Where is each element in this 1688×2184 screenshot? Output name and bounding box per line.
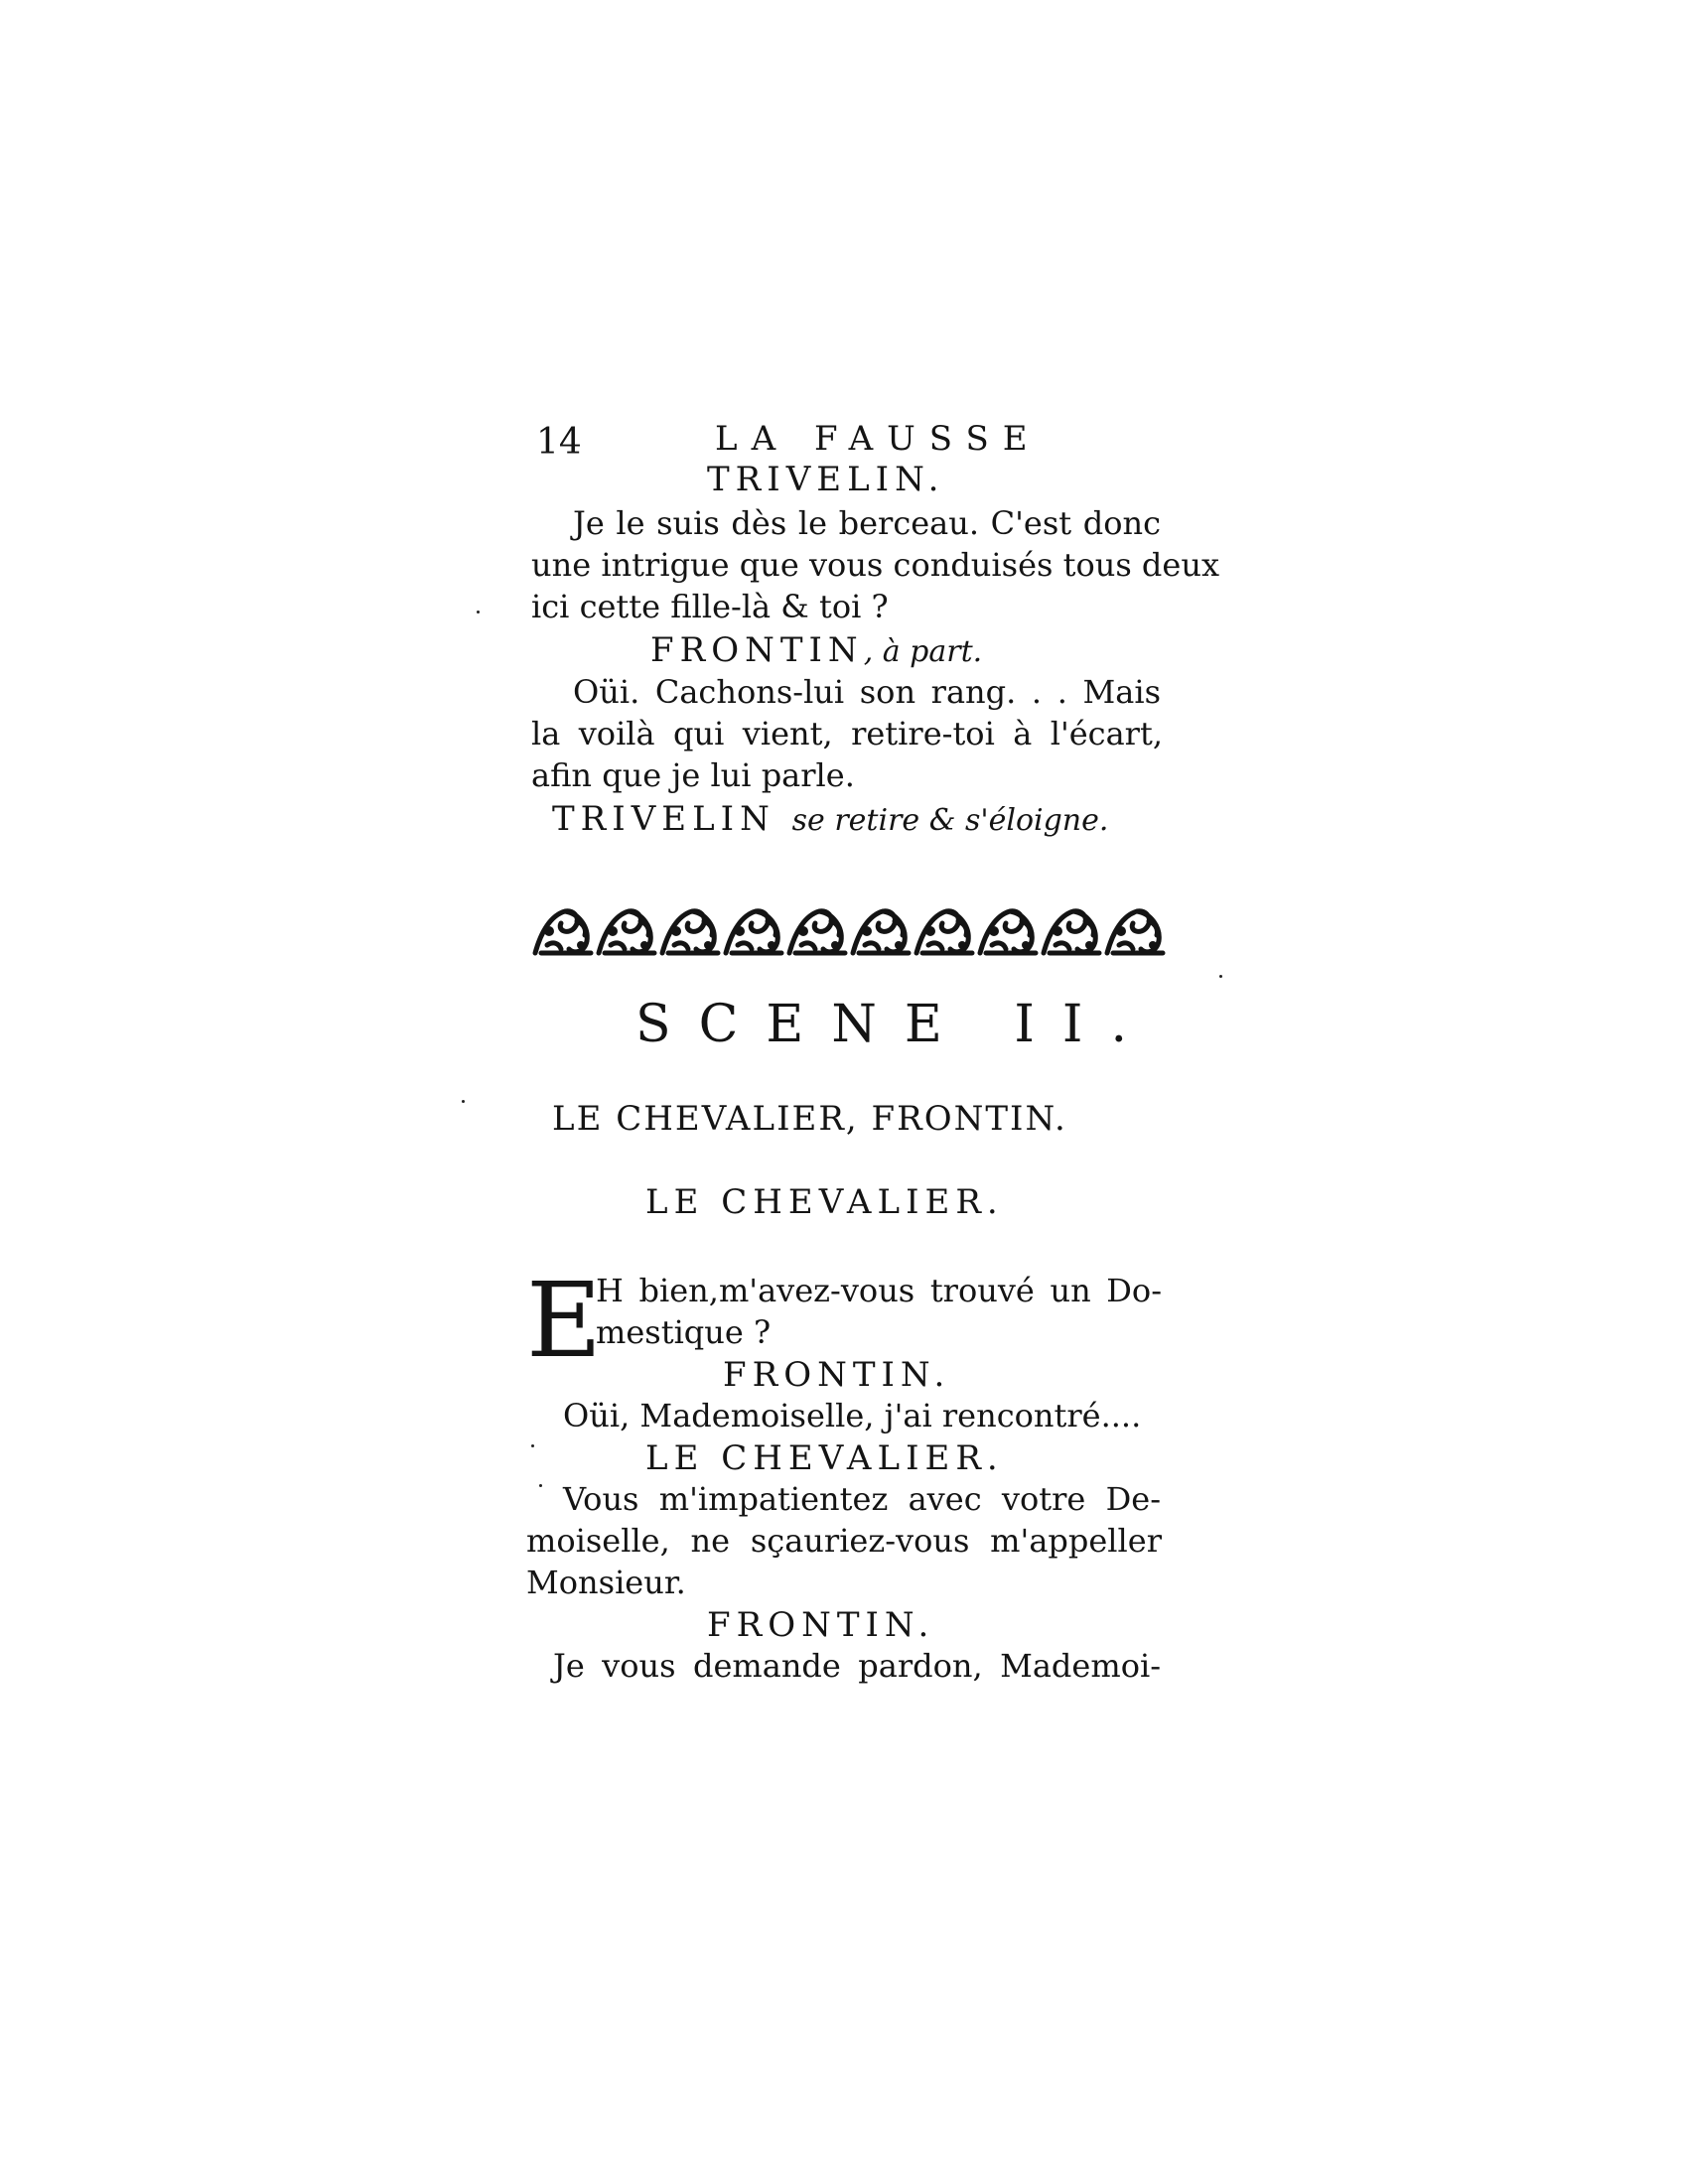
text-line: la voilà qui vient, retire-toi à l'écart, [531,715,1163,752]
text-line: Je le suis dès le berceau. C'est donc [573,504,1161,542]
speaker-trivelin: TRIVELIN. [707,460,945,499]
speck [531,1444,534,1447]
speaker-frontin [650,630,983,670]
text-line: H bien,m'avez-vous trouvé un Do- [596,1272,1162,1309]
speaker-trivelin-exit [552,799,1109,839]
speaker-chevalier: LE CHEVALIER. [645,1438,1004,1478]
text-line: Monsieur. [526,1564,686,1601]
text-line: moiselle, ne sçauriez-vous m'appeller [526,1522,1162,1560]
text-line: Je vous demande pardon, Mademoi- [553,1647,1161,1685]
text-line: Vous m'impatientez avec votre De- [563,1480,1161,1518]
text-line: afin que je lui parle. [531,756,855,794]
speck [1219,975,1222,978]
text-line: Oüi. Cachons-lui son rang. . . Mais [573,673,1161,711]
speaker-chevalier: LE CHEVALIER. [645,1182,1004,1222]
speaker-name: FRONTIN [650,630,864,670]
text-line: ici cette fille-là & toi ? [531,588,889,625]
speck [462,1100,465,1103]
drop-cap: E [526,1260,602,1381]
speaker-name: TRIVELIN [552,799,775,839]
speaker-frontin: FRONTIN. [707,1605,935,1645]
running-title: LA FAUSSE [715,419,1042,459]
page-number: 14 [536,422,582,463]
speaker-frontin: FRONTIN. [723,1355,951,1395]
speck [539,1484,542,1487]
scene-title: SCENE II. [635,995,1155,1054]
scene-characters: LE CHEVALIER, FRONTIN. [552,1099,1067,1139]
text-line: une intrigue que vous conduisés tous deux [531,546,1219,584]
text-line: mestique ? [596,1313,772,1351]
stage-direction: , à part. [863,634,983,669]
speck [477,611,480,614]
text-line: Oüi, Mademoiselle, j'ai rencontré.... [563,1397,1142,1434]
stage-direction: se retire & s'éloigne. [791,803,1109,838]
ornament-band-icon [531,901,1167,961]
